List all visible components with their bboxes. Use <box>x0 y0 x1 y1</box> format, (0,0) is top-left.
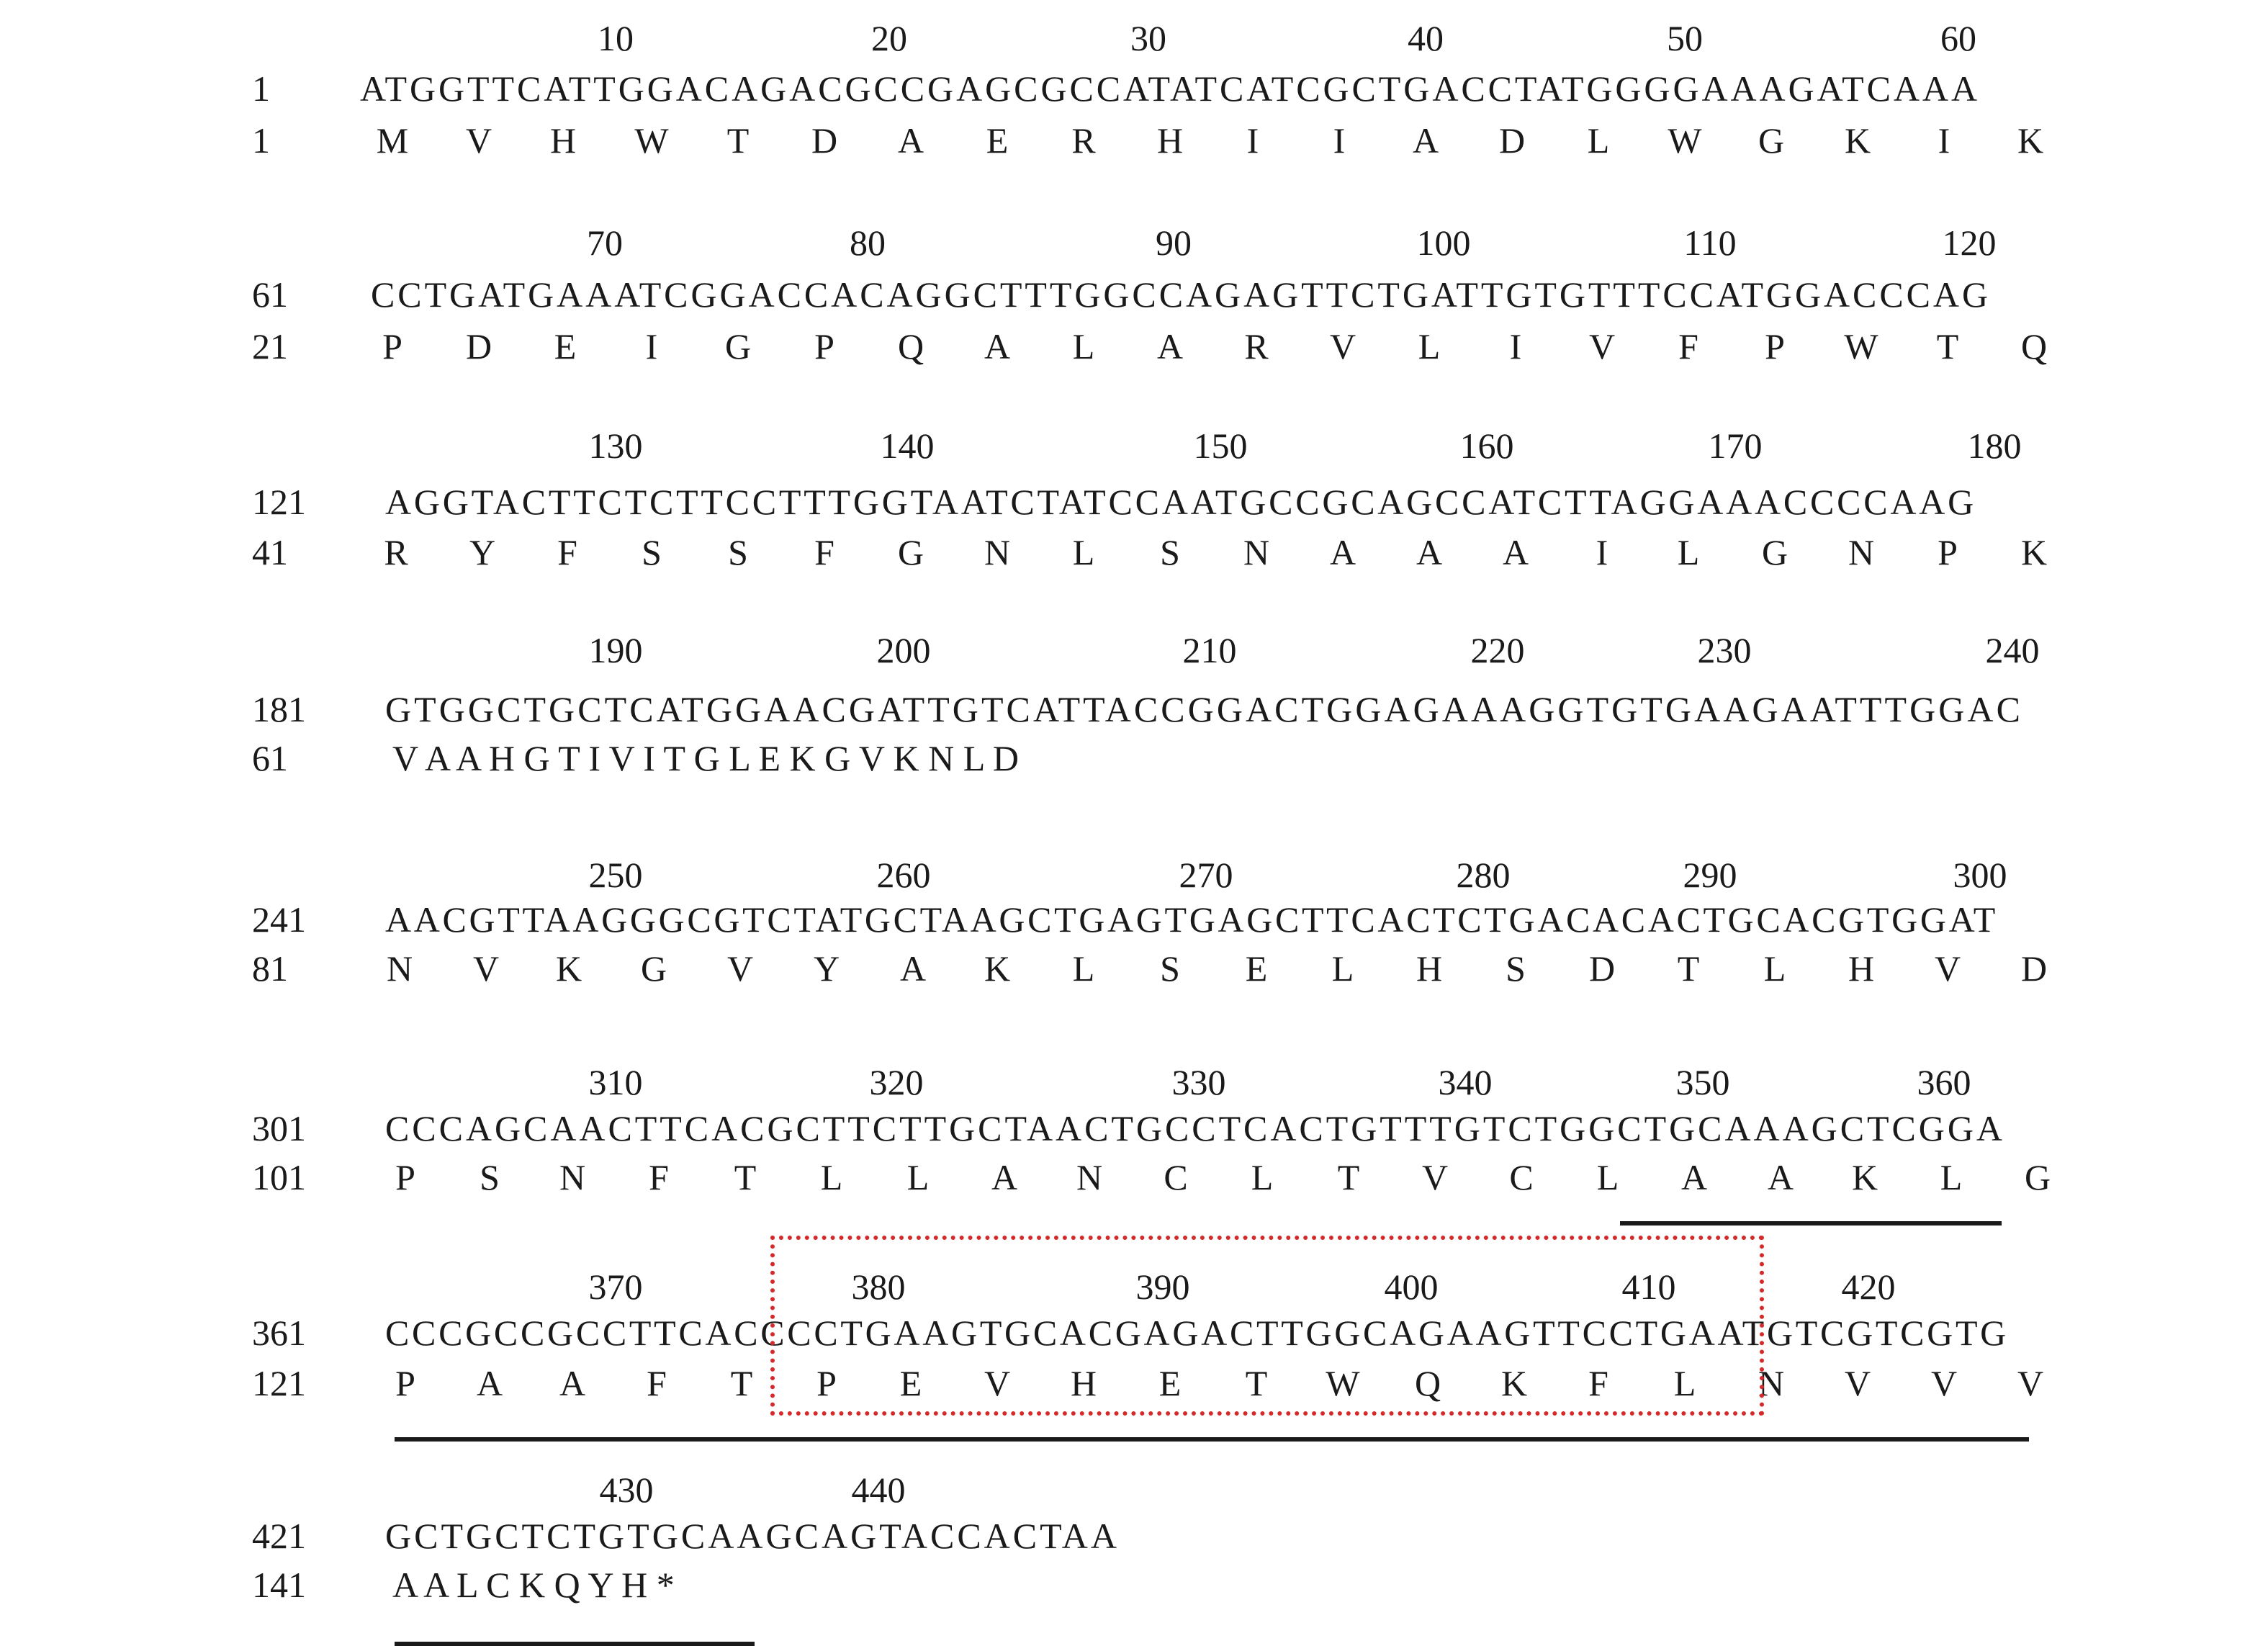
amino-acid-residue: I <box>1509 326 1522 366</box>
ruler-tick-label: 380 <box>851 1267 906 1307</box>
amino-acid-residue: V <box>1930 1363 1958 1403</box>
amino-acid-residue: I <box>645 326 658 366</box>
amino-acid-residue: L <box>1940 1157 1963 1197</box>
amino-acid-residue: A <box>1502 532 1529 572</box>
amino-acid-residue: G <box>2024 1157 2051 1197</box>
region-underline <box>1620 1221 2002 1225</box>
ruler-tick-label: 300 <box>1953 855 2007 895</box>
amino-acid-residue: K <box>984 948 1011 989</box>
amino-acid-residue: E <box>554 326 577 366</box>
amino-acid-residue: E <box>1245 948 1268 989</box>
amino-acid-residue: V <box>465 120 492 161</box>
amino-acid-residue: I <box>1246 120 1259 161</box>
amino-acid-residue: P <box>1938 532 1958 572</box>
amino-acid-start-number: 121 <box>252 1363 306 1403</box>
amino-acid-residue: F <box>647 1363 667 1403</box>
amino-acid-residue: H <box>1156 120 1184 161</box>
ruler-tick-label: 350 <box>1675 1062 1730 1102</box>
ruler-tick-label: 130 <box>588 426 643 466</box>
amino-acid-residue: L <box>1251 1157 1274 1197</box>
ruler-tick-label: 330 <box>1171 1062 1226 1102</box>
amino-acid-residue: L <box>1418 326 1441 366</box>
amino-acid-residue: C <box>1509 1157 1534 1197</box>
ruler-tick-label: 60 <box>1940 18 1976 58</box>
amino-acid-residue: P <box>816 1363 837 1403</box>
amino-acid-residue: V <box>1844 1363 1871 1403</box>
amino-acid-residue: H <box>549 120 577 161</box>
ruler-tick-label: 100 <box>1416 222 1471 263</box>
amino-acid-start-number: 1 <box>252 120 270 161</box>
amino-acid-residue: Y <box>813 948 840 989</box>
ruler-tick-label: 340 <box>1438 1062 1493 1102</box>
amino-acid-residue: D <box>1498 120 1526 161</box>
amino-acid-start-number: 21 <box>252 326 288 366</box>
amino-acid-residue: E <box>899 1363 922 1403</box>
amino-acid-residue: I <box>1596 532 1608 572</box>
amino-acid-residue: V <box>472 948 500 989</box>
amino-acid-residue: Q <box>897 326 924 366</box>
nucleotide-sequence: GCTGCTCTGTGCAAGCAGTACCACTAA <box>385 1516 1120 1556</box>
amino-acid-residue: A <box>559 1363 586 1403</box>
ruler-tick-label: 430 <box>599 1470 654 1510</box>
ruler-tick-label: 150 <box>1193 426 1248 466</box>
amino-acid-residue: W <box>1844 326 1878 366</box>
amino-acid-residue: D <box>811 120 838 161</box>
amino-acid-residue: A <box>1329 532 1356 572</box>
amino-acid-residue: E <box>1158 1363 1182 1403</box>
ruler-tick-label: 20 <box>871 18 907 58</box>
ruler-tick-label: 310 <box>588 1062 643 1102</box>
nucleotide-start-number: 421 <box>252 1516 306 1556</box>
ruler-tick-label: 240 <box>1985 630 2040 670</box>
nucleotide-start-number: 241 <box>252 899 306 940</box>
amino-acid-residue: A <box>1156 326 1184 366</box>
amino-acid-residue: G <box>1761 532 1788 572</box>
amino-acid-residue: M <box>376 120 409 161</box>
nucleotide-sequence: AGGTACTTCTCTTCCTTTGGTAATCTATCCAATGCCGCAGCCATCTTAGGAAACCCCAAG <box>385 482 1976 522</box>
ruler-tick-label: 440 <box>851 1470 906 1510</box>
ruler-tick-label: 140 <box>880 426 935 466</box>
amino-acid-start-number: 141 <box>252 1565 306 1605</box>
nucleotide-sequence: CCCGCCGCCTTCACCCCTGAAGTGCACGAGACTTGGCAGAAGTTCCTGAATGTCGTCGTG <box>385 1313 2009 1353</box>
amino-acid-residue: F <box>1678 326 1698 366</box>
ruler-tick-label: 220 <box>1470 630 1525 670</box>
amino-acid-residue: G <box>897 532 924 572</box>
ruler-tick-label: 50 <box>1667 18 1703 58</box>
amino-acid-residue: E <box>986 120 1009 161</box>
amino-acid-residue: T <box>734 1157 757 1197</box>
amino-acid-residue: F <box>814 532 834 572</box>
ruler-tick-label: 40 <box>1408 18 1444 58</box>
ruler-tick-label: 30 <box>1130 18 1166 58</box>
region-underline <box>395 1437 2029 1442</box>
amino-acid-residue: S <box>728 532 748 572</box>
amino-acid-residue: W <box>1326 1363 1360 1403</box>
amino-acid-residue: A <box>899 948 927 989</box>
ruler-tick-label: 420 <box>1841 1267 1896 1307</box>
amino-acid-residue: H <box>1070 1363 1097 1403</box>
ruler-tick-label: 270 <box>1179 855 1233 895</box>
amino-acid-residue: V <box>984 1363 1011 1403</box>
amino-acid-residue: L <box>820 1157 843 1197</box>
amino-acid-residue: G <box>724 326 752 366</box>
amino-acid-residue: F <box>557 532 577 572</box>
nucleotide-sequence: ATGGTTCATTGGACAGACGCCGAGCGCCATATCATCGCTGACCTATGGGGAAAGATCAAA <box>360 68 1980 109</box>
ruler-tick-label: 160 <box>1459 426 1514 466</box>
amino-acid-residue: G <box>1758 120 1785 161</box>
amino-acid-residue: L <box>1763 948 1786 989</box>
amino-acid-residue: V <box>1934 948 1961 989</box>
amino-acid-residue: T <box>1936 326 1959 366</box>
amino-acid-residue: K <box>1500 1363 1528 1403</box>
amino-acid-residue: A <box>1416 532 1443 572</box>
ruler-tick-label: 90 <box>1156 222 1192 263</box>
highlighted-region-box <box>770 1236 1764 1416</box>
amino-acid-residue: L <box>1587 120 1610 161</box>
amino-acid-residue: D <box>465 326 492 366</box>
amino-acid-residue: V <box>2017 1363 2044 1403</box>
amino-acid-residue: Q <box>1414 1363 1441 1403</box>
ruler-tick-label: 370 <box>588 1267 643 1307</box>
amino-acid-residue: S <box>642 532 662 572</box>
amino-acid-residue: N <box>1243 532 1270 572</box>
amino-acid-residue: A <box>1680 1157 1708 1197</box>
amino-acid-residue: S <box>1160 948 1180 989</box>
amino-acid-residue: V <box>1421 1157 1449 1197</box>
amino-acid-residue: R <box>1244 326 1269 366</box>
amino-acid-residue: S <box>1506 948 1526 989</box>
amino-acid-residue: Q <box>2020 326 2048 366</box>
ruler-tick-label: 390 <box>1135 1267 1190 1307</box>
amino-acid-residue: A <box>991 1157 1018 1197</box>
amino-acid-residue: D <box>2020 948 2048 989</box>
amino-acid-residue: L <box>1331 948 1354 989</box>
amino-acid-residue: L <box>1072 532 1095 572</box>
amino-acid-residue: A <box>476 1363 503 1403</box>
nucleotide-start-number: 361 <box>252 1313 306 1353</box>
amino-acid-residue: V <box>726 948 754 989</box>
amino-acid-residue: N <box>1848 532 1875 572</box>
ruler-tick-label: 410 <box>1621 1267 1676 1307</box>
ruler-tick-label: 290 <box>1683 855 1737 895</box>
amino-acid-residue: I <box>1333 120 1346 161</box>
amino-acid-residue: N <box>559 1157 586 1197</box>
ruler-tick-label: 110 <box>1683 222 1737 263</box>
amino-acid-residue: Y <box>469 532 496 572</box>
ruler-tick-label: 280 <box>1456 855 1511 895</box>
amino-acid-residue: S <box>1160 532 1180 572</box>
amino-acid-residue: A <box>1412 120 1439 161</box>
ruler-tick-label: 320 <box>869 1062 924 1102</box>
amino-acid-residue: K <box>1844 120 1871 161</box>
amino-acid-residue: W <box>1668 120 1702 161</box>
amino-acid-residue: C <box>1164 1157 1188 1197</box>
amino-acid-residue: S <box>480 1157 500 1197</box>
amino-acid-residue: A <box>1767 1157 1794 1197</box>
amino-acid-residue: K <box>2020 532 2048 572</box>
amino-acid-residue: L <box>906 1157 930 1197</box>
amino-acid-residue: D <box>1588 948 1616 989</box>
amino-acid-residue: I <box>1938 120 1950 161</box>
ruler-tick-label: 170 <box>1708 426 1763 466</box>
amino-acid-residue: N <box>1758 1363 1785 1403</box>
amino-acid-residue: R <box>384 532 408 572</box>
amino-acid-residue: L <box>1677 532 1700 572</box>
amino-acid-residue: P <box>1765 326 1785 366</box>
amino-acid-residue: F <box>649 1157 669 1197</box>
amino-acid-residue: P <box>395 1363 415 1403</box>
nucleotide-sequence: CCTGATGAAATCGGACCACAGGCTTTGGCCAGAGTTCTGATTGTGTTTCCATGGACCCAG <box>371 274 1991 315</box>
amino-acid-residue: K <box>555 948 582 989</box>
amino-acid-residue: P <box>382 326 402 366</box>
amino-acid-residue: L <box>1072 948 1095 989</box>
region-underline <box>395 1642 755 1646</box>
nucleotide-start-number: 1 <box>252 68 270 109</box>
ruler-tick-label: 360 <box>1917 1062 1971 1102</box>
nucleotide-sequence: AACGTTAAGGGCGTCTATGCTAAGCTGAGTGAGCTTCACTCTGACACACTGCACGTGGAT <box>385 899 1998 940</box>
amino-acid-residue: A <box>984 326 1011 366</box>
amino-acid-residue: G <box>640 948 667 989</box>
amino-acid-residue: H <box>1416 948 1443 989</box>
ruler-tick-label: 210 <box>1182 630 1237 670</box>
amino-acid-sequence: V A A H G T I V I T G L E K G V K N L D <box>392 738 1020 778</box>
amino-acid-start-number: 41 <box>252 532 288 572</box>
ruler-tick-label: 70 <box>587 222 623 263</box>
nucleotide-start-number: 181 <box>252 689 306 729</box>
amino-acid-sequence: A A L C K Q Y H * <box>392 1565 675 1605</box>
amino-acid-residue: T <box>1337 1157 1360 1197</box>
ruler-tick-label: 120 <box>1942 222 1997 263</box>
amino-acid-start-number: 61 <box>252 738 288 778</box>
nucleotide-start-number: 61 <box>252 274 288 315</box>
ruler-tick-label: 260 <box>876 855 931 895</box>
amino-acid-residue: P <box>814 326 834 366</box>
amino-acid-residue: T <box>726 120 750 161</box>
amino-acid-residue: N <box>984 532 1011 572</box>
ruler-tick-label: 230 <box>1697 630 1752 670</box>
ruler-tick-label: 80 <box>850 222 886 263</box>
amino-acid-residue: T <box>1677 948 1700 989</box>
amino-acid-residue: R <box>1071 120 1096 161</box>
ruler-tick-label: 200 <box>876 630 931 670</box>
amino-acid-residue: N <box>386 948 413 989</box>
amino-acid-residue: L <box>1673 1363 1696 1403</box>
amino-acid-residue: F <box>1588 1363 1608 1403</box>
nucleotide-sequence: CCCAGCAACTTCACGCTTCTTGCTAACTGCCTCACTGTTTGTCTGGCTGCAAAGCTCGGA <box>385 1108 2005 1148</box>
nucleotide-start-number: 121 <box>252 482 306 522</box>
amino-acid-residue: N <box>1076 1157 1103 1197</box>
amino-acid-residue: V <box>1588 326 1616 366</box>
ruler-tick-label: 180 <box>1967 426 2022 466</box>
ruler-tick-label: 400 <box>1384 1267 1439 1307</box>
amino-acid-residue: H <box>1848 948 1875 989</box>
amino-acid-residue: K <box>2017 120 2044 161</box>
amino-acid-residue: L <box>1072 326 1095 366</box>
amino-acid-residue: L <box>1596 1157 1619 1197</box>
amino-acid-residue: T <box>1245 1363 1268 1403</box>
amino-acid-residue: V <box>1329 326 1356 366</box>
amino-acid-residue: T <box>730 1363 753 1403</box>
ruler-tick-label: 190 <box>588 630 643 670</box>
ruler-tick-label: 10 <box>598 18 634 58</box>
amino-acid-residue: A <box>897 120 924 161</box>
amino-acid-residue: W <box>634 120 669 161</box>
amino-acid-residue: K <box>1851 1157 1878 1197</box>
amino-acid-start-number: 81 <box>252 948 288 989</box>
nucleotide-sequence: GTGGCTGCTCATGGAACGATTGTCATTACCGGACTGGAGAAAGGTGTGAAGAATTTGGAC <box>385 689 2023 729</box>
amino-acid-residue: P <box>395 1157 415 1197</box>
amino-acid-start-number: 101 <box>252 1157 306 1197</box>
ruler-tick-label: 250 <box>588 855 643 895</box>
nucleotide-start-number: 301 <box>252 1108 306 1148</box>
